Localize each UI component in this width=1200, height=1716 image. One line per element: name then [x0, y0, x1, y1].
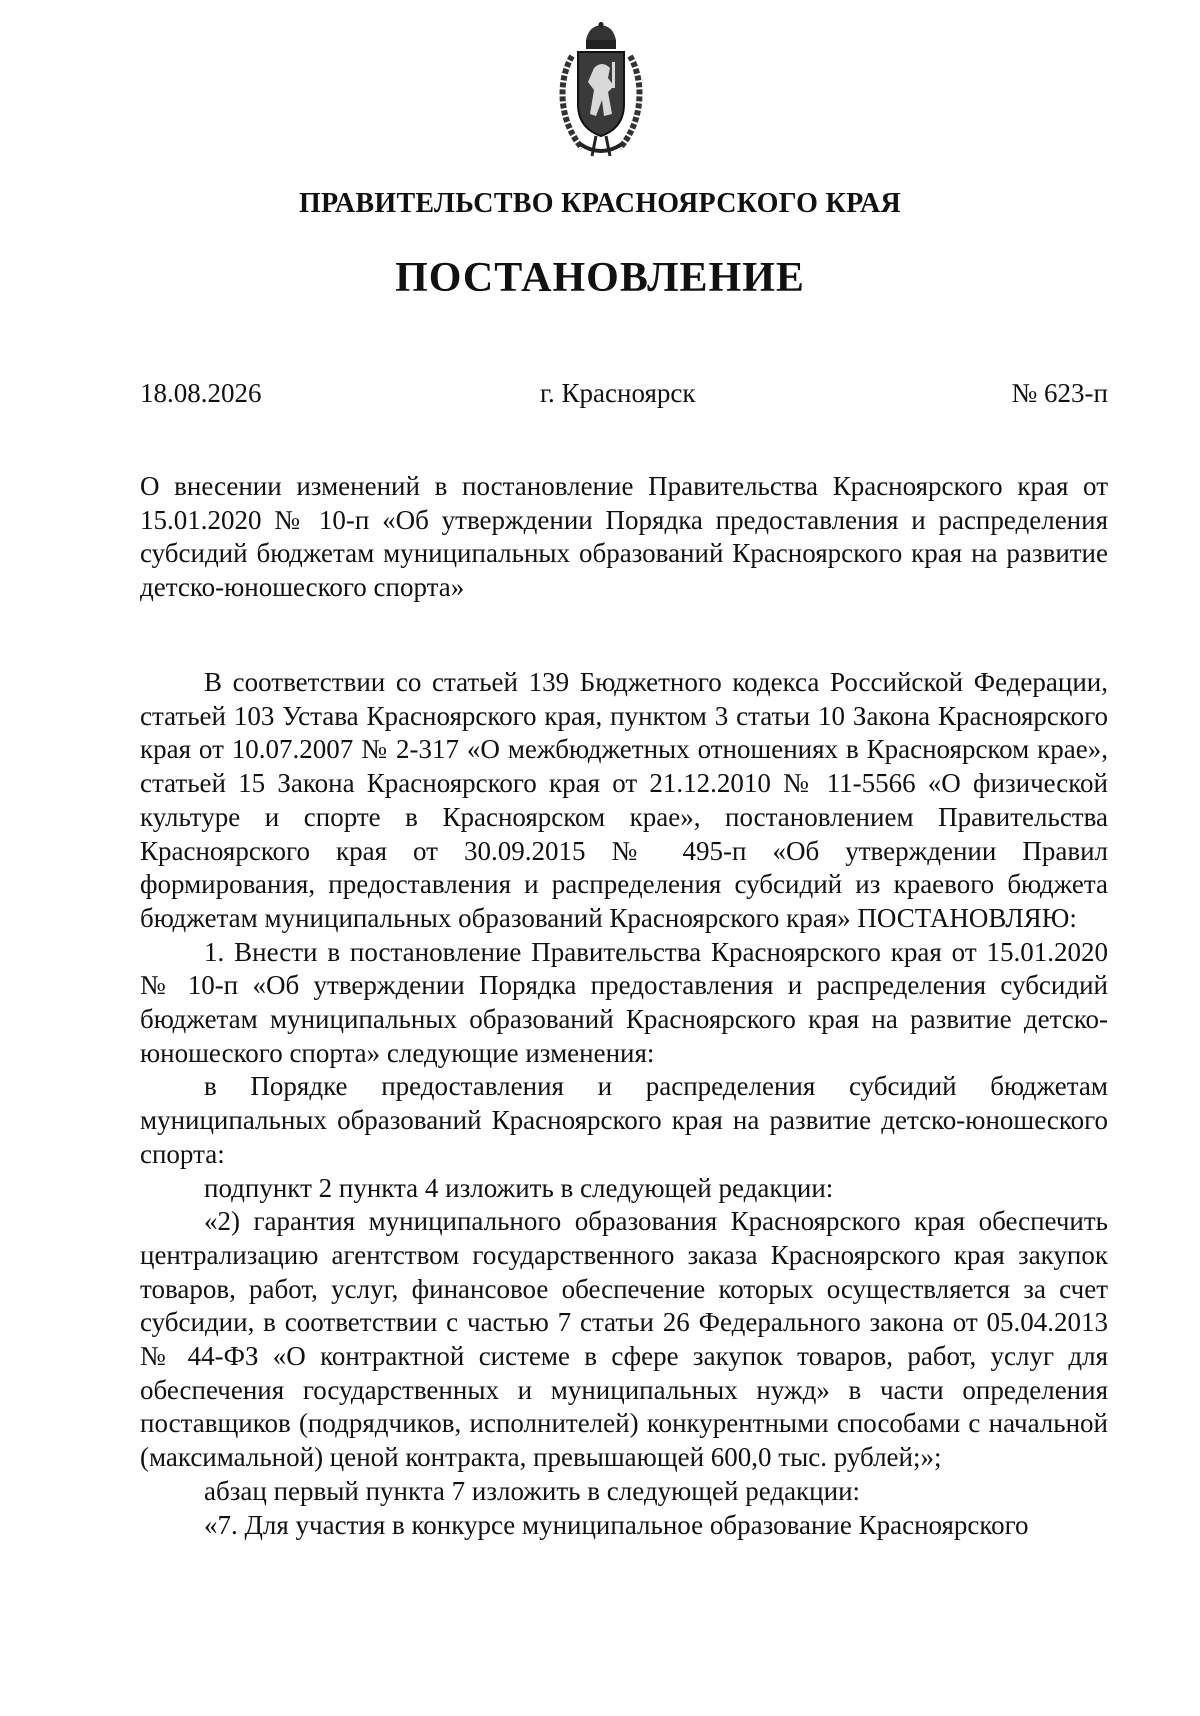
- body-paragraph: 1. Внести в постановление Правительства Красноярского края от 15.01.2020 № 10-п «Об утверждении Порядка предоставления и распределения субсидий бюджетам муниципальных образований Красноярского края на развитие детско-юношеского спорта» следующие изменения:: [140, 936, 1108, 1068]
- document-body: [140, 666, 1108, 1542]
- document-subject: О внесении изменений в постановление Правительства Красноярского края от 15.01.2020 № 10-п «Об утверждении Порядка предоставления и распределения субсидий бюджетам муниципальных образований Красноярского края на развитие детско-юношеского спорта»: [140, 471, 1108, 603]
- krasnoyarsk-krai-coat-of-arms-icon: [556, 22, 646, 160]
- body-paragraph: «2) гарантия муниципального образования Красноярского края обеспечить централизацию агентством государственного заказа Красноярского края закупок товаров, работ, услуг, финансовое обеспечение которых осуществляется за счет субсидии, в соответствии с частью 7 статьи 26 Федерального закона от 05.04.2013 № 44-ФЗ «О контрактной системе в сфере закупок товаров, работ, услуг для обеспечения государственных и муниципальных нужд» в части определения поставщиков (подрядчиков, исполнителей) конкурентными способами с начальной (максимальной) ценой контракта, превышающей 600,0 тыс. рублей;»;: [140, 1206, 1108, 1473]
- document-number: № 623-п: [1011, 378, 1108, 408]
- body-paragraph: «7. Для участия в конкурсе муниципальное образование Красноярского: [204, 1509, 1029, 1540]
- document-type-title: ПОСТАНОВЛЕНИЕ: [395, 255, 805, 301]
- document-city: г. Красноярск: [540, 378, 696, 408]
- document-date: 18.08.2026: [140, 378, 262, 408]
- body-paragraph: абзац первый пункта 7 изложить в следующей редакции:: [204, 1475, 861, 1506]
- body-paragraph: в Порядке предоставления и распределения субсидий бюджетам муниципальных образований Красноярского края на развитие детско-юношеского спорта:: [140, 1071, 1108, 1169]
- body-paragraph: В соответствии со статьей 139 Бюджетного кодекса Российской Федерации, статьей 103 Устава Красноярского края, пунктом 3 статьи 10 Закона Красноярского края от 10.07.2007 № 2-317 «О межбюджетных отношениях в Красноярском крае», статьей 15 Закона Красноярского края от 21.12.2010 № 11-5566 «О физической культуре и спорте в Красноярском крае», постановлением Правительства Красноярского края от 30.09.2015 № 495-п «Об утверждении Правил формирования, предоставления и распределения субсидий из краевого бюджета бюджетам муниципальных образований Красноярского края» ПОСТАНОВЛЯЮ:: [140, 667, 1108, 933]
- organization-title: ПРАВИТЕЛЬСТВО КРАСНОЯРСКОГО КРАЯ: [298, 188, 902, 219]
- body-paragraph: подпункт 2 пункта 4 изложить в следующей редакции:: [204, 1172, 834, 1203]
